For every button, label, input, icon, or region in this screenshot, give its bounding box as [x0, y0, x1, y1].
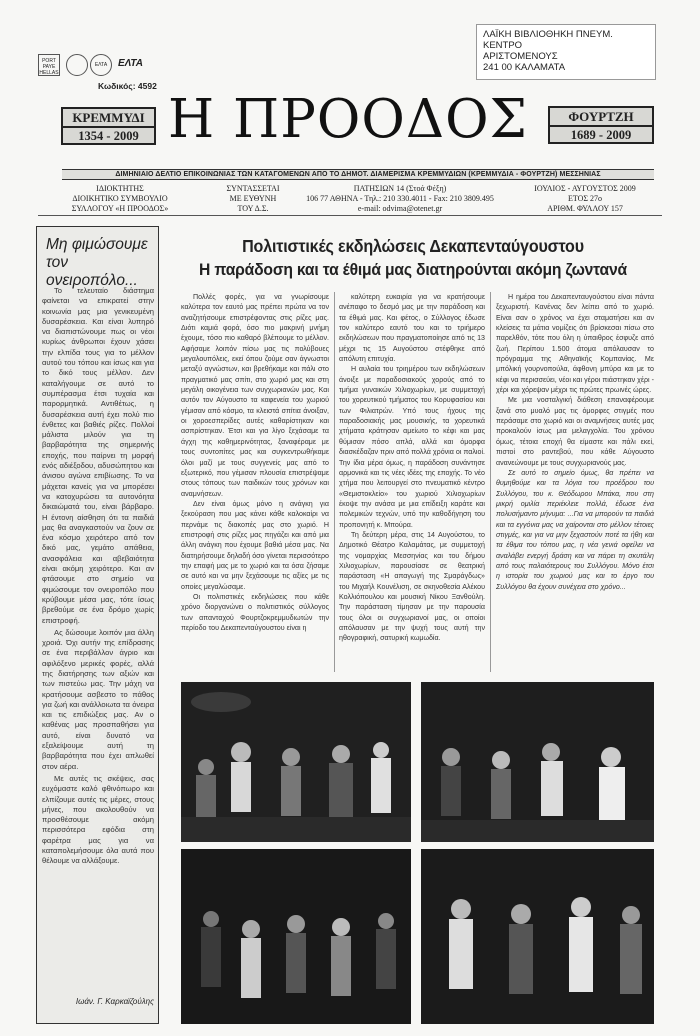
- village-badge-left: [61, 107, 156, 145]
- paragraph: Τη δεύτερη μέρα, στις 14 Αυγούστου, το Δημοτικό Θέατρο Καλαμάτας, με συμμετοχή της νομαρχίας Μεσσηνίας και του δήμου Χιλιοχωρίων, παρουσίασε σε θεατρική παράσταση «Η απαγωγή της Σμαράγδως» του Μιχαήλ Κουνέλιση, σε σκηνοθεσία Αλέκου Κολλιόπουλου και μουσική Νίκου Ξανθούλη. Την παράσταση τίμησαν με την παρουσία τους όλοι οι συγχωριανοί μας, οι οποίοι απόλαυσαν με την ψυχή τους αυτή την ηθογραφική, σατυρική κωμωδία.: [339, 530, 485, 643]
- postage-stamp-1: [66, 54, 88, 76]
- postage-stamp-2: ΕΛΤΑ: [90, 54, 112, 76]
- postal-code: Κωδικός: 4592: [98, 81, 157, 91]
- paragraph: Δεν είναι όμως μόνο η ανάγκη για ξεκούραση που μας κάνει κάθε καλοκαίρι να περνάμε τις διακοπές μας στο χωριό. Η επιστροφή στις ρίζες μας πηγάζει και από μια άλλη ανάγκη που έχουμε βαθιά μέσα μας. Να διατηρήσουμε δηλαδή όσο γίνεται περισσότερο την επαφή μας με το χωριό και τα όσα ζήσαμε σε αυτό και να μην ξεχάσουμε τις αξίες με τις οποίες μεγαλώσαμε.: [181, 499, 329, 591]
- address-line: 241 00 ΚΑΛΑΜΑΤΑ: [483, 62, 566, 73]
- paragraph: Το τελευταίο διάστημα φαίνεται να επικρατεί στην κοινωνία μας μια γενικευμένη δυσαρέσκεια. Και είναι λυπηρό να διαπιστώνουμε πως οι νέοι κυρίως άνθρωποι έχουν χάσει την ελπίδα τους για το μέλλον αυτού του τόπου και ίσως και για το δικό τους μέλλον. Δεν καταλήγουμε σε αυτό το συμπέρασμα έτσι τυχαία και παρορμητικά. Αντιθέτως, η δυσαρέσκεια αυτή έχει πολύ πιο ένθετες και βαθιές ρίζες. Πολλοί μάλιστα μιλούν για τη βαρβαρότητα της σημερινής εποχής, που παίρνει τη μορφή ενός αδιέξοδου, αδυσώπητου και άνισου αγώνα επιβίωσης. Το να μάχεται κανείς για να μπορέσει να κατοχυρώσει τα αυτονόητα δικαιώματά του, είναι βάρβαρο. Η έντονη αίσθηση ότι τα παιδιά μας θα αναγκαστούν να ζουν σε ένα κόσμο χειρότερο από τον δικό μας, γεμάτο απάθεια, ανασφάλεια και αβεβαιότητα είναι ακόμη χειρότερο. Και αν φτάσουμε στο σημείο να φιμώσουμε τον ονειροπόλο που κρύβουμε μέσα μας, τότε ίσως βρεθούμε σε ένα δρόμο χωρίς επιστροφή.: [42, 286, 154, 625]
- info-line: ΕΤΟΣ 27ο: [567, 194, 603, 203]
- postage-marks: [38, 52, 163, 78]
- address-label: [476, 24, 656, 80]
- photo-illustration: [421, 682, 654, 842]
- photo-illustration: [181, 682, 411, 842]
- info-editors: [213, 184, 293, 214]
- editorial-body: [42, 286, 154, 869]
- editorial-title: Μη φιμώσουμε τον ονειροπόλο...: [46, 236, 148, 289]
- column-rule: [334, 292, 335, 672]
- article-column-2: [339, 292, 485, 644]
- paragraph: καλύτερη ευκαιρία για να κρατήσουμε ανέπαφο το δεσμό μας με την παράδοση και τα έθιμά μας. Και φέτος, ο Σύλλογος έδωσε τον καλύτερο εαυτό του και το τριήμερο εκδηλώσεων που πραγματοποίησε από τις 13 μέχρι τις 15 Αυγούστου στέφθηκε από απόλυτη επιτυχία.: [339, 293, 485, 364]
- editorial-signature: Ιωάν. Γ. Καρκαϊζούλης: [75, 997, 154, 1006]
- paragraph: Πολλές φορές, για να γνωρίσουμε καλύτερα τον εαυτό μας πρέπει πρώτα να τον αναζητήσουμε επιστρέφοντας στις ρίζες μας. Διότι καμιά φορά, όσο πιο μακρινή μνήμη έχουμε, τόσο πιο καθαρό βλέπουμε το μέλλον. Αφήσαμε λοιπόν πίσω μας τις πολύβουες μεγαλουπόλεις, εκεί όπου ζούμε σαν άγνωστοι μεταξύ αγνώστων, και βρεθήκαμε και πάλι στο πραγματικό μας σπίτι, στο χωριό μας και στη μεγάλη οικογένεια των συγχωριανών μας. Και αυτόν τον Αύγουστο τα καφενεία του χωριού γέμισαν από κόσμο, τα κλειστά σπίτια άνοιξαν, οι χοροεσπερίδες αυτές καθαρίστηκαν και ασπρίστηκαν. Έτσι και για λίγο ξεχάσαμε τα άγχη της καθημερινότητας, ξαναφέραμε με τους συντοπίτες μας και συγκεντρωθήκαμε όλοι μαζί με τους συγγενείς μας από το εξωτερικό, που γέμισαν πλουσία επιστρέψαμε στους τόπους των παιδικών τους χρόνων και αναμνήσεων.: [181, 293, 329, 498]
- photo-illustration: [181, 849, 411, 1024]
- paragraph: Με αυτές τις σκέψεις, σας ευχόμαστε καλό φθινόπωρο και ελπίζουμε αυτές τις μέρες, στους μήνες, που ακολουθούν να προσθέσουμε ακόμη περισσότερα εφόδια στη φαρέτρα μας για να καταπολεμήσουμε όλα αυτά που θέλουμε να αλλάξουμε.: [42, 773, 154, 866]
- paragraph: Σε αυτό το σημείο όμως, θα πρέπει να θυμηθούμε και τα λόγια του προέδρου του Συλλόγου, του κ. Θεόδωρου Μπάκα, που στη μικρή ομιλία περιέκλειε πολλά, έδωσε ένα πολυσήμαντο μήνυμα: ...Για να μπορούν τα παιδιά και τα εγγόνια μας να χαίρονται στο μέλλον τέτοιες στιγμές, και για να μην ξεχαστούν ποτέ τα ήθη και τα έθιμα του τόπου μας, η νέα γενιά οφείλει να αναλάβει ενεργή δράση και να πάρει τη σκυτάλη από τους παλαιότερους του Συλλόγου. Μόνο έτσι η ιστορία του χωριού μας και το έργο του Συλλόγου θα έχουν συνέχεια στο χρόνο...: [496, 468, 654, 591]
- article-subhead: Η παράδοση και τα έθιμά μας διατηρούνται ακόμη ζωντανά: [199, 261, 627, 279]
- paragraph: Με μια νοσταλγική διάθεση επαναφέρουμε ξανά στο μυαλό μας τις όμορφες στιγμές που περάσαμε στο χωριό και οι αναμνήσεις αυτές μας προκαλούν ίσως μια μελαγχολία. Του χρόνου όμως, τέτοια εποχή θα είμαστε και πάλι εκεί, πιστοί στο ραντεβού, που κάθε Αύγουστο ανανεώνουμε με τους συγχωριανούς μας.: [496, 396, 654, 467]
- village-years: 1689 - 2009: [570, 128, 632, 142]
- info-contact: [300, 184, 500, 214]
- village-name: ΚΡΕΜΜΥΔΙ: [63, 109, 154, 128]
- info-line: ΣΥΝΤΑΣΣΕΤΑΙ: [226, 184, 280, 193]
- paragraph: Η αυλαία του τριημέρου των εκδηλώσεων άνοιξε με παραδοσιακούς χορούς από το τμήμα γυναικών Χιλιοχωρίων, με συμμετοχή του χορευτικού τμήματος του Κορυφασίου και των Φιλιατρών. Υπό τους ήχους της παραδοσιακής μας μουσικής, τα χορευτικά χτήματα κράτησαν αμείωτο το κέφι και μας θύμισαν πόσο απλά, αλλά και όμορφα διασκέδαζαν πριν από πολλά χρόνια οι παλιοί. Την ίδια μέρα όμως, η παράδοση συνάντησε αρμονικά και τις νέες ιδέες της εποχής. Το νέο χτήμα που λειτουργεί στο πνευματικό κέντρο «Θεμιστοκλείο» του χωριού Χιλιοχωρίων έκοψε την ανάσα με μια επίδειξη καράτε και πολεμικών τεχνών, υπό την καθοδήγηση του προπονητή κ. Μπούρα.: [339, 365, 485, 529]
- masthead-subtitle: ΔΙΜΗΝΙΑΙΟ ΔΕΛΤΙΟ ΕΠΙΚΟΙΝΩΝΙΑΣ ΤΩΝ ΚΑΤΑΓΟΜΕΝΩΝ ΑΠΟ ΤΟ ΔΗΜΟΤ. ΔΙΑΜΕΡΙΣΜΑ ΚΡΕΜΜΥΔΙΩΝ (ΚΡΕΜΜΥΔΙΑ - ΦΟΥΡΤΖΗ) ΜΕΣΣΗΝΙΑΣ: [62, 169, 654, 180]
- paragraph: Ας δώσουμε λοιπόν μια άλλη χροιά. Όχι αυτήν της επίδρασης σε ένα περιβάλλον άγριο και αφιλόξενο μερικές φορές, αλλά της διατήρησης των αξιών και των πιστεύω μας. Την μάχη να κρατήσουμε ασβεστο το πάθος για ζωή και ανάλλοιωτα τα όνειρα και τις επιδιώξεις μας. Αν ο καθένας μας προσπαθήσει για αυτό, είναι δυνατό να εξαλείψουμε αυτή τη βαρβαρότητα που έχει απλωθεί στον αέρα.: [42, 627, 154, 771]
- address-line: ΚΕΝΤΡΟ: [483, 40, 523, 51]
- port-paye-box: PORT PAYE HELLAS: [38, 54, 60, 76]
- info-owner: [66, 184, 174, 214]
- email-line: e-mail: odvima@otenet.gr: [357, 204, 443, 213]
- info-line: ΙΟΥΛΙΟΣ - ΑΥΓΟΥΣΤΟΣ 2009: [534, 184, 636, 193]
- info-line: 106 77 ΑΘΗΝΑ - Τηλ.: 210 330.4011 - Fax: 210 3809.495: [306, 194, 494, 203]
- photo-illustration: [421, 849, 654, 1024]
- event-photo-dancers-1: [181, 682, 411, 842]
- article-column-3: [496, 292, 654, 592]
- divider: [38, 215, 662, 216]
- address-line: ΑΡΙΣΤΟΜΕΝΟΥΣ: [483, 51, 558, 62]
- info-line: ΜΕ ΕΥΘΥΝΗ: [229, 194, 277, 203]
- elta-logo: ΕΛΤΑ: [118, 58, 144, 69]
- address-line: ΛΑΪΚΗ ΒΙΒΛΙΟΘΗΚΗ ΠΝΕΥΜ.: [483, 29, 613, 40]
- event-photo-women-dancing: [421, 849, 654, 1024]
- info-line: ΤΟΥ Δ.Σ.: [237, 204, 269, 213]
- newspaper-title: Η ΠΡΟΟΔΟΣ: [167, 89, 529, 150]
- info-line: ΣΥΛΛΟΓΟΥ «Η ΠΡΟΟΔΟΣ»: [71, 204, 169, 213]
- village-name: ΦΟΥΡΤΖΗ: [550, 108, 652, 127]
- event-photo-dancers-2: [421, 682, 654, 842]
- column-rule: [490, 292, 491, 672]
- article-column-1: [181, 292, 329, 633]
- paragraph: Η ημέρα του Δεκαπενταυγούστου είναι πάντα ξεχωριστή. Κανένας δεν λείπει από το χωριό. Είναι σαν ο χρόνος να έχει σταματήσει και αν κλείσεις τα μάτια νομίζεις ότι βρίσκεσαι πίσω στο παρελθόν, τότε που όλη η ύπαιθρος έσφυζε από ζωή. Περίπου 1.500 άτομα απόλαυσαν το πρόγραμμα της Αθηναϊκής Κομπανίας. Με μπόλική γουρνοπούλα, άφθονη μπύρα και με το κέφι να περισσεύει, νέοι και γέροι πιάστηκαν χέρι - χέρι και χόρεψαν μέχρι τις πρώτες πρωινές ώρες.: [496, 293, 654, 395]
- village-badge-right: [548, 106, 654, 144]
- info-line: ΔΙΟΙΚΗΤΙΚΟ ΣΥΜΒΟΥΛΙΟ: [72, 194, 168, 203]
- info-line: ΙΔΙΟΚΤΗΤΗΣ: [96, 184, 144, 193]
- village-years: 1354 - 2009: [78, 129, 139, 143]
- event-photo-crowd: [181, 849, 411, 1024]
- paragraph: Οι πολιτιστικές εκδηλώσεις που κάθε χρόνο διοργανώνει ο πολιτιστικός σύλλογος των απανταχού Φουρτζοκρεμμυδιωτών την περίοδο του Δεκαπενταύγουστου είναι η: [181, 592, 329, 632]
- info-line: ΑΡΙΘΜ. ΦΥΛΛΟΥ 157: [547, 204, 623, 213]
- article-headline: Πολιτιστικές εκδηλώσεις Δεκαπενταύγουστου: [242, 236, 584, 256]
- info-line: ΠΑΤΗΣΙΩΝ 14 (Στοά Φέξη): [353, 184, 447, 193]
- info-issue: [518, 184, 652, 214]
